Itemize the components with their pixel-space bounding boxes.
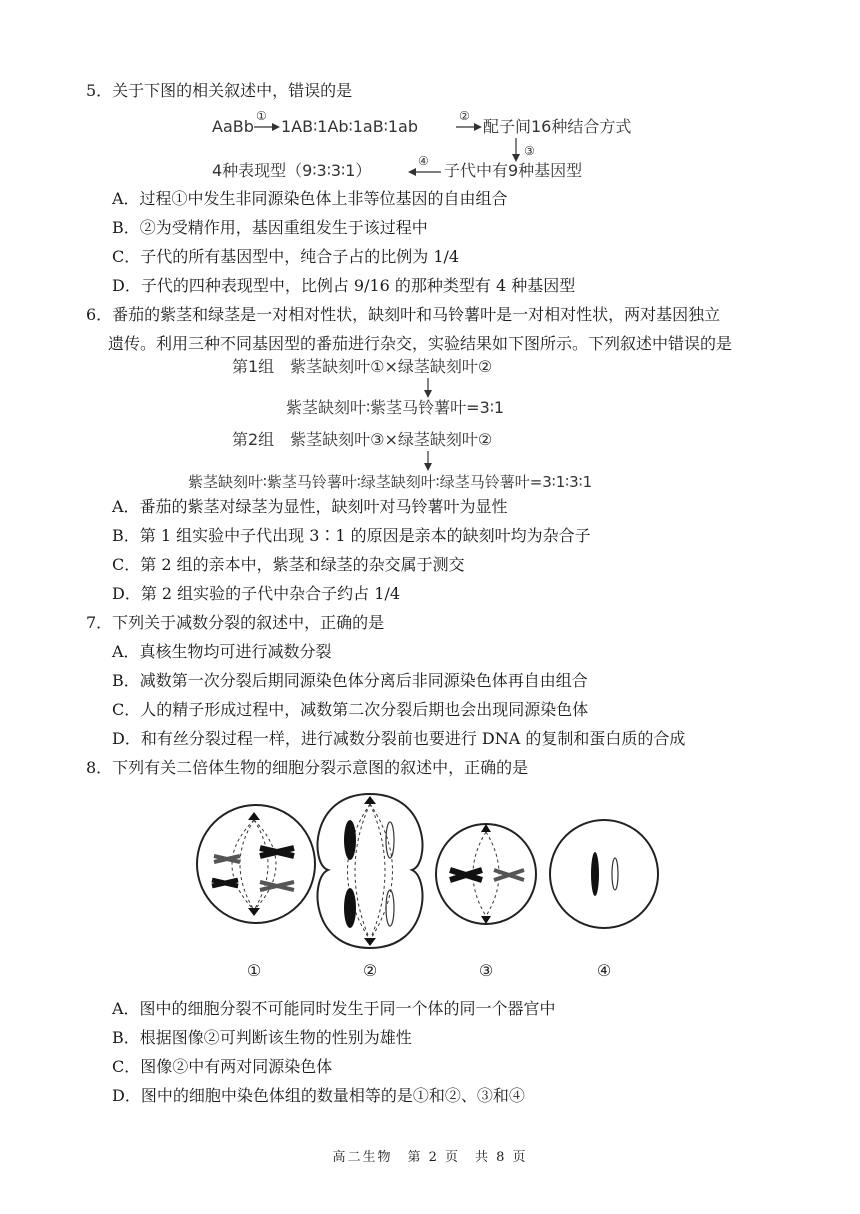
- q6-option-b: B．第 1 组实验中子代出现 3∶1 的原因是亲本的缺刻叶均为杂合子: [112, 526, 591, 545]
- cell-2-label: ②: [362, 961, 378, 980]
- q7-stem: 7．下列关于减数分裂的叙述中，正确的是: [86, 613, 385, 632]
- q5-arrow-1: [252, 118, 282, 134]
- q8-stem: 8．下列有关二倍体生物的细胞分裂示意图的叙述中，正确的是: [86, 758, 529, 777]
- q5-gametes: 1AB∶1Ab∶1aB∶1ab: [281, 117, 418, 136]
- cell-3-diagram: [436, 824, 536, 924]
- q6-option-c: C．第 2 组的亲本中，紫茎和绿茎的杂交属于测交: [112, 555, 465, 574]
- cell-3-label: ③: [478, 961, 494, 980]
- q5-arrow-4: [407, 163, 443, 179]
- q6-group2-cross: 第2组 紫茎缺刻叶③×绿茎缺刻叶②: [232, 430, 493, 449]
- q6-group1-arrow: [422, 377, 434, 399]
- q5-step4-label: ④: [418, 154, 429, 168]
- q8-cell-division-figure: [190, 790, 670, 990]
- cell-4-diagram: [550, 820, 658, 928]
- q6-option-a: A．番茄的紫茎对绿茎为显性，缺刻叶对马铃薯叶为显性: [112, 497, 508, 516]
- q6-group2-arrow: [422, 450, 434, 472]
- q8-option-c: C．图像②中有两对同源染色体: [112, 1057, 333, 1076]
- q6-option-d: D．第 2 组实验的子代中杂合子约占 1/4: [112, 584, 401, 603]
- q5-step3-label: ③: [524, 144, 535, 158]
- q8-option-a: A．图中的细胞分裂不可能同时发生于同一个体的同一个器官中: [112, 999, 556, 1018]
- q5-option-d: D．子代的四种表现型中，比例占 9/16 的那种类型有 4 种基因型: [112, 276, 576, 295]
- q6-stem-line2: 遗传。利用三种不同基因型的番茄进行杂交，实验结果如下图所示。下列叙述中错误的是: [108, 334, 733, 353]
- q5-start-genotype: AaBb: [212, 117, 254, 136]
- q7-option-c: C．人的精子形成过程中，减数第二次分裂后期也会出现同源染色体: [112, 700, 589, 719]
- q5-arrow-3: [510, 137, 522, 163]
- cell-2-diagram: [318, 794, 423, 948]
- q5-option-c: C．子代的所有基因型中，纯合子占的比例为 1/4: [112, 247, 460, 266]
- q6-group1-result: 紫茎缺刻叶∶紫茎马铃薯叶=3∶1: [286, 398, 505, 417]
- q6-stem-line1: 6．番茄的紫茎和绿茎是一对相对性状，缺刻叶和马铃薯叶是一对相对性状，两对基因独立: [86, 305, 721, 324]
- q6-group2-result: 紫茎缺刻叶∶紫茎马铃薯叶∶绿茎缺刻叶∶绿茎马铃薯叶=3∶1∶3∶1: [188, 473, 593, 491]
- cell-4-label: ④: [596, 961, 612, 980]
- cell-1-label: ①: [246, 961, 262, 980]
- q5-genotypes: 子代中有9种基因型: [444, 161, 583, 180]
- q5-option-a: A．过程①中发生非同源染色体上非等位基因的自由组合: [112, 189, 508, 208]
- q5-step2-label: ②: [459, 109, 470, 123]
- q5-phenotypes: 4种表现型（9∶3∶3∶1）: [212, 161, 372, 180]
- q6-group1-cross: 第1组 紫茎缺刻叶①×绿茎缺刻叶②: [232, 357, 493, 376]
- q7-option-a: A．真核生物均可进行减数分裂: [112, 642, 332, 661]
- q5-step1-label: ①: [256, 109, 267, 123]
- q5-stem: 5．关于下图的相关叙述中，错误的是: [86, 81, 353, 100]
- q5-combinations: 配子间16种结合方式: [483, 117, 632, 136]
- q5-option-b: B．②为受精作用，基因重组发生于该过程中: [112, 218, 428, 237]
- page-footer: 高二生物 第 2 页 共 8 页: [332, 1150, 528, 1165]
- q7-option-b: B．减数第一次分裂后期同源染色体分离后非同源染色体再自由组合: [112, 671, 588, 690]
- q8-option-d: D．图中的细胞中染色体组的数量相等的是①和②、③和④: [112, 1086, 525, 1105]
- cell-1-diagram: [197, 805, 315, 923]
- q8-option-b: B．根据图像②可判断该生物的性别为雄性: [112, 1028, 412, 1047]
- q7-option-d: D．和有丝分裂过程一样，进行减数分裂前也要进行 DNA 的复制和蛋白质的合成: [112, 729, 686, 748]
- q5-arrow-2: [454, 118, 484, 134]
